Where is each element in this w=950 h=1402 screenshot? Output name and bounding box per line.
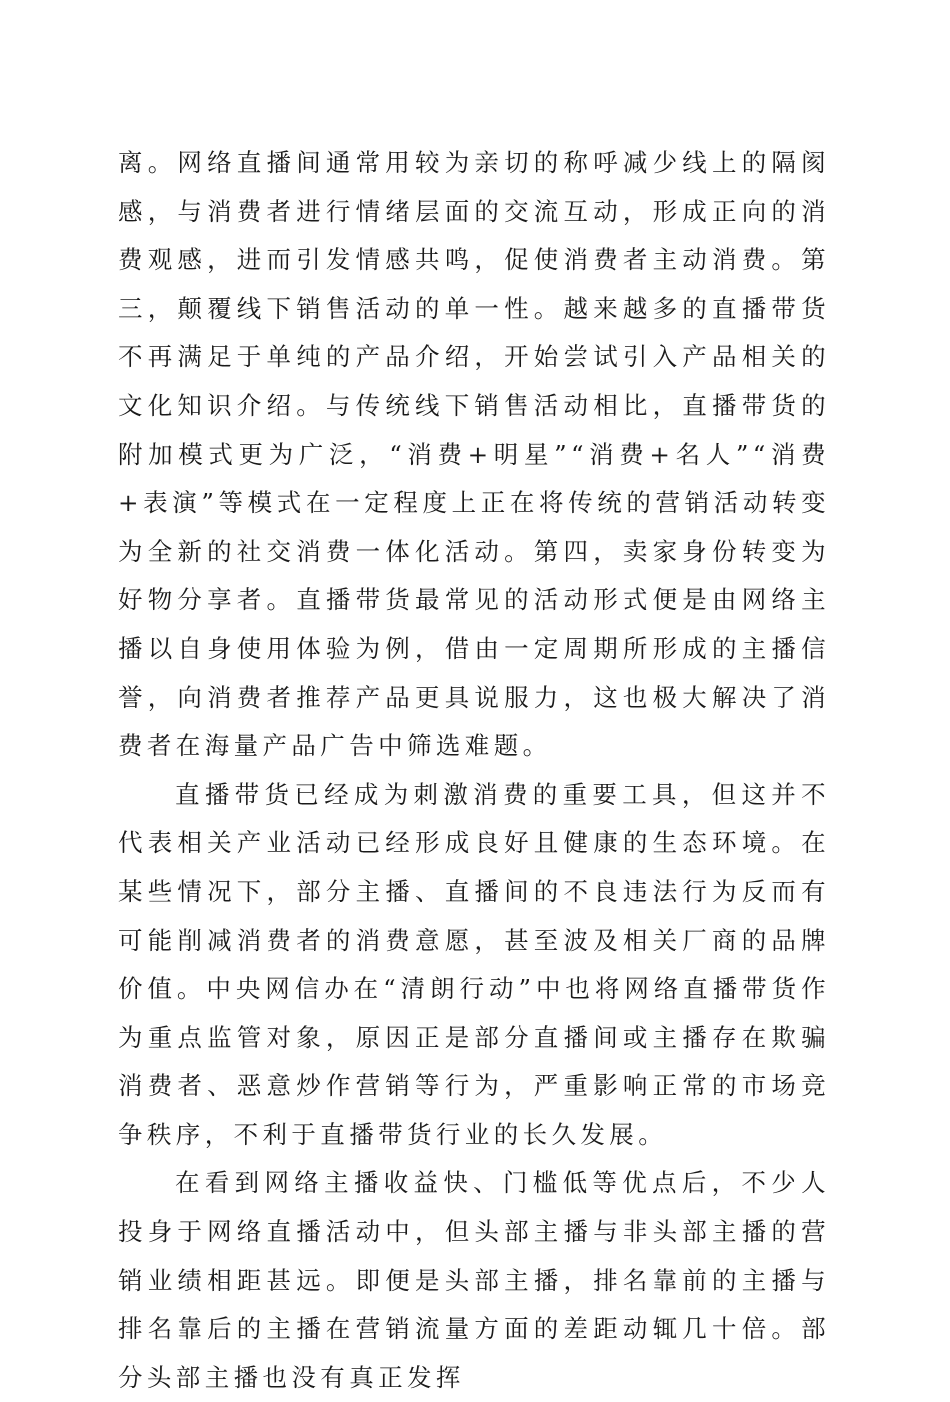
paragraph: 直播带货已经成为刺激消费的重要工具，但这并不代表相关产业活动已经形成良好且健康的生态环境。在某些情况下，部分主播、直播间的不良违法行为反而有可能削减消费者的消费意愿，甚至波及相关厂商的品牌价值。中央网信办在“清朗行动”中也将网络直播带货作为重点监管对象，原因正是部分直播间或主播存在欺骗消费者、恶意炒作营销等行为，严重影响正常的市场竞争秩序，不利于直播带货行业的长久发展。 <box>118 779 830 1149</box>
paragraph-continued: 离。网络直播间通常用较为亲切的称呼减少线上的隔阂感，与消费者进行情绪层面的交流互动，形成正向的消费观感，进而引发情感共鸣，促使消费者主动消费。第三，颠覆线下销售活动的单一性。越来越多的直播带货不再满足于单纯的产品介绍，开始尝试引入产品相关的文化知识介绍。与传统线下销售活动相比，直播带货的附加模式更为广泛，“消费+明星”“消费+名人”“消费+表演”等模式在一定程度上正在将传统的营销活动转变为全新的社交消费一体化活动。第四，卖家身份转变为好物分享者。直播带货最常见的活动形式便是由网络主播以自身使用体验为例，借由一定周期所形成的主播信誉，向消费者推荐产品更具说服力，这也极大解决了消费者在海量产品广告中筛选难题。 <box>118 148 830 761</box>
body-text <box>118 139 830 1402</box>
paragraph: 在看到网络主播收益快、门槛低等优点后，不少人投身于网络直播活动中，但头部主播与非头部主播的营销业绩相距甚远。即便是头部主播，排名靠前的主播与排名靠后的主播在营销流量方面的差距动辄几十倍。部分头部主播也没有真正发挥 <box>118 1168 830 1392</box>
